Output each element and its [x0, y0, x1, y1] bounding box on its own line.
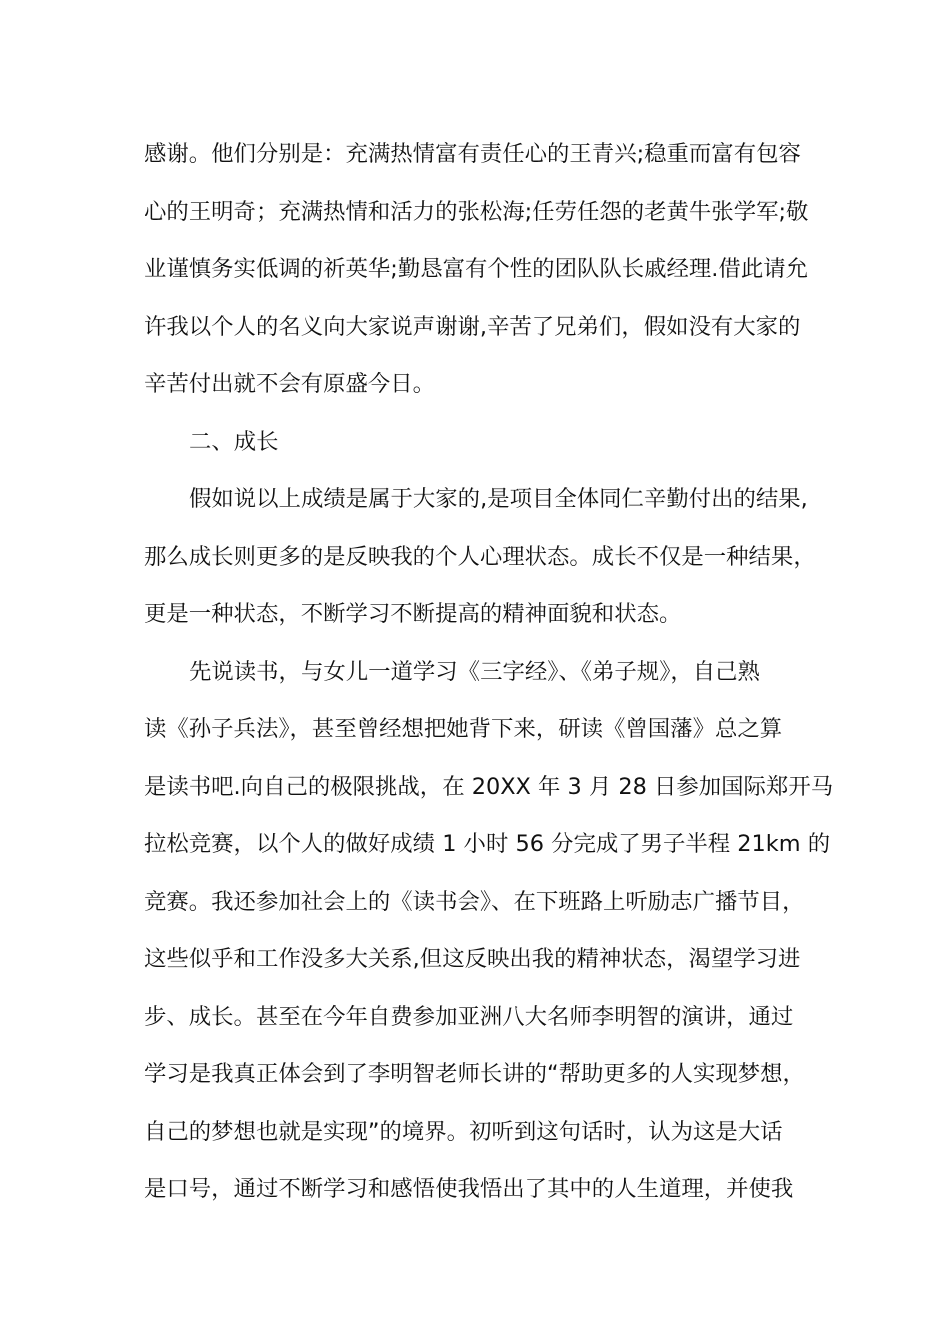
- text-line: 先说读书，与女儿一道学习《三字经》、《弟子规》，自己熟: [189, 658, 760, 685]
- text-line: 心的王明奇；充满热情和活力的张松海;任劳任怨的老黄牛张学军;敬: [144, 198, 809, 225]
- text-line: 这些似乎和工作没多大关系,但这反映出我的精神状态，渴望学习进: [144, 946, 801, 972]
- text-line: 感谢。他们分别是：充满热情富有责任心的王青兴;稳重而富有包容: [144, 141, 801, 167]
- text-line: 假如说以上成绩是属于大家的,是项目全体同仁辛勤付出的结果,: [189, 486, 808, 512]
- text-line: 业谨慎务实低调的祈英华;勤恳富有个性的团队队长戚经理.借此请允: [144, 256, 808, 282]
- text-line: 是口号，通过不断学习和感悟使我悟出了其中的人生道理，并使我: [144, 1176, 794, 1202]
- text-line: 读《孙子兵法》，甚至曾经想把她背下来，研读《曾国藩》总之算: [144, 716, 783, 742]
- text-line: 是读书吧.向自己的极限挑战，在 20XX 年 3 月 28 日参加国际郑开马: [144, 773, 834, 800]
- text-line: 辛苦付出就不会有原盛今日。: [144, 371, 436, 397]
- text-line: 自己的梦想也就是实现”的境界。初听到这句话时，认为这是大话: [144, 1118, 783, 1145]
- body-text: [144, 126, 834, 1219]
- text-line: 竞赛。我还参加社会上的《读书会》、在下班路上听励志广播节目，: [144, 888, 805, 915]
- text-line: 步、成长。甚至在今年自费参加亚洲八大名师李明智的演讲，通过: [144, 1003, 794, 1030]
- text-line: 二、成长: [189, 428, 279, 455]
- text-line: 学习是我真正体会到了李明智老师长讲的“帮助更多的人实现梦想，: [144, 1061, 805, 1087]
- text-line: 许我以个人的名义向大家说声谢谢,辛苦了兄弟们，假如没有大家的: [144, 313, 801, 340]
- text-line: 那么成长则更多的是反映我的个人心理状态。成长不仅是一种结果，: [144, 543, 816, 570]
- text-line: 更是一种状态，不断学习不断提高的精神面貌和状态。: [144, 601, 682, 627]
- text-line: 拉松竞赛，以个人的做好成绩 1 小时 56 分完成了男子半程 21km 的: [144, 831, 831, 857]
